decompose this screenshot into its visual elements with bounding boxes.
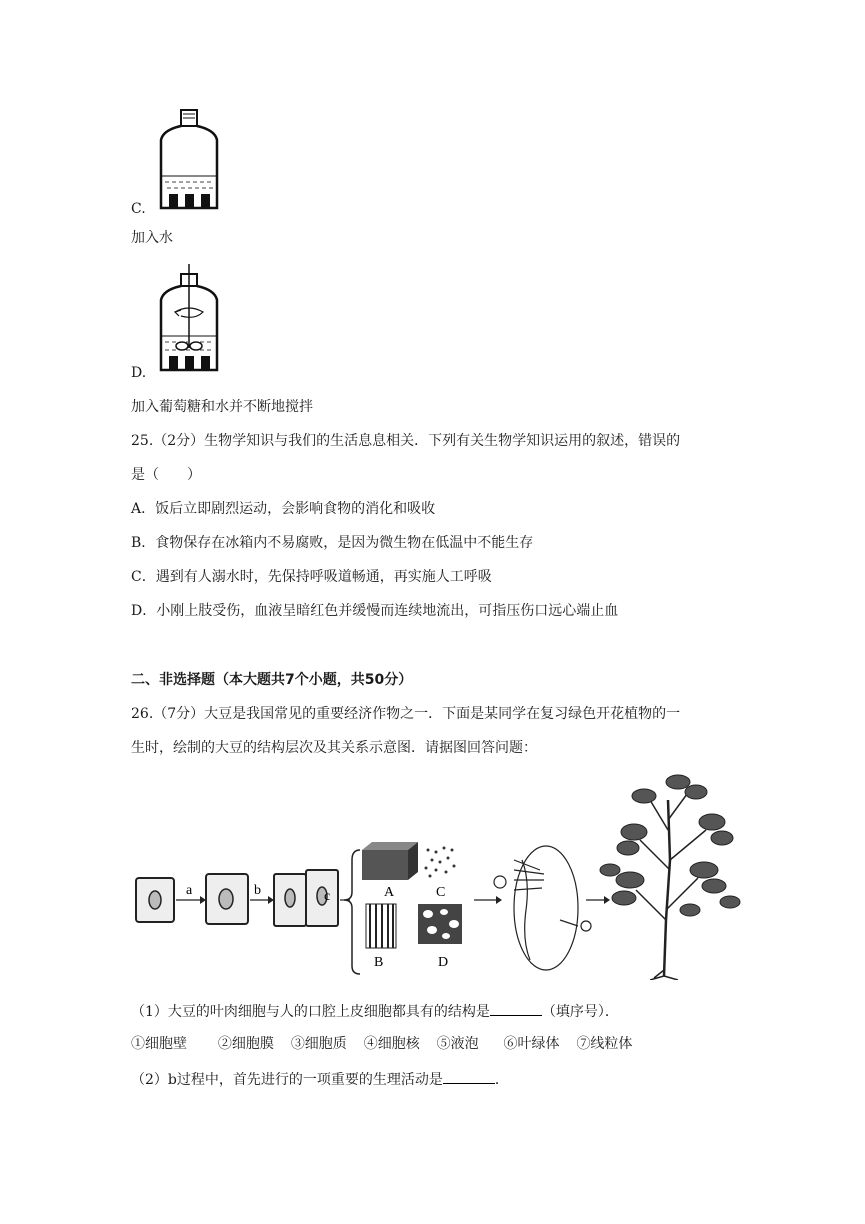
q26-stem-line2: 生时，绘制的大豆的结构层次及其关系示意图．请据图回答问题： [131,740,537,756]
q26-sub1-options [131,1035,632,1053]
label-tissue-a: A [384,885,395,900]
q26-sub1-prefix: （1）大豆的叶肉细胞与人的口腔上皮细胞都具有的结构是 [131,1004,490,1020]
growing-cell [206,874,248,924]
q26-sub2-suffix: ． [494,1072,509,1088]
q25-stem-line1: 25.（2分）生物学知识与我们的生活息息相关．下列有关生物学知识运用的叙述，错误的 [131,433,681,449]
tissue-a [362,842,418,880]
q25-option-d: D．小刚上肢受伤，血液呈暗红色并缓慢而连续地流出，可指压伤口远心端止血 [131,603,619,619]
tissue-c [425,847,456,878]
q25-option-b: B．食物保存在冰箱内不易腐败，是因为微生物在低温中不能生存 [131,535,534,551]
option-d-caption: 加入葡萄糖和水并不断地搅拌 [131,399,313,415]
label-tissue-c: C [436,885,446,900]
soybean-plant [600,775,740,980]
q26-sub1-answer-blank[interactable] [490,1001,542,1016]
option-c-label: C. [131,201,146,217]
q26-stem-line1: 26.（7分）大豆是我国常见的重要经济作物之一．下面是某同学在复习绿色开花植物的一 [131,706,681,722]
label-c-process: c [324,889,331,904]
q26-sub1 [131,1001,619,1021]
option-c-caption: 加入水 [131,230,173,246]
option-d-label: D. [131,365,147,381]
q26-sub2-prefix: （2）b过程中，首先进行的一项重要的生理活动是 [131,1072,443,1088]
option-nucleus: ④细胞核 [363,1036,420,1052]
q25-option-c: C．遇到有人溺水时，先保持呼吸道畅通，再实施人工呼吸 [131,569,492,585]
option-chloroplast: ⑥叶绿体 [503,1036,560,1052]
label-tissue-b: B [374,955,384,970]
label-b: b [254,883,261,898]
q26-sub2 [131,1069,509,1089]
q26-sub1-suffix: （填序号）． [541,1004,619,1020]
option-mitochondria: ⑦线粒体 [576,1036,633,1052]
tissue-b [366,904,396,948]
bottle-stirring-illustration [155,264,225,374]
tissue-d [418,904,462,944]
label-a: a [186,883,193,898]
q26-sub2-answer-blank[interactable] [443,1069,495,1084]
q25-stem-line2: 是（ ） [131,467,201,483]
section-heading: 二、非选择题（本大题共7个小题，共50分） [131,672,413,688]
option-vacuole: ⑤液泡 [436,1036,479,1052]
seed-diagram [494,846,591,970]
q25-option-a: A．饭后立即剧烈运动，会影响食物的消化和吸收 [131,501,436,517]
option-cytoplasm: ③细胞质 [290,1036,347,1052]
label-tissue-d: D [438,955,449,970]
option-cell-wall: ①细胞壁 [131,1036,187,1052]
single-cell [136,878,174,922]
soybean-structure-figure [130,770,750,980]
bottle-water-illustration [155,108,225,212]
option-cell-membrane: ②细胞膜 [217,1036,274,1052]
